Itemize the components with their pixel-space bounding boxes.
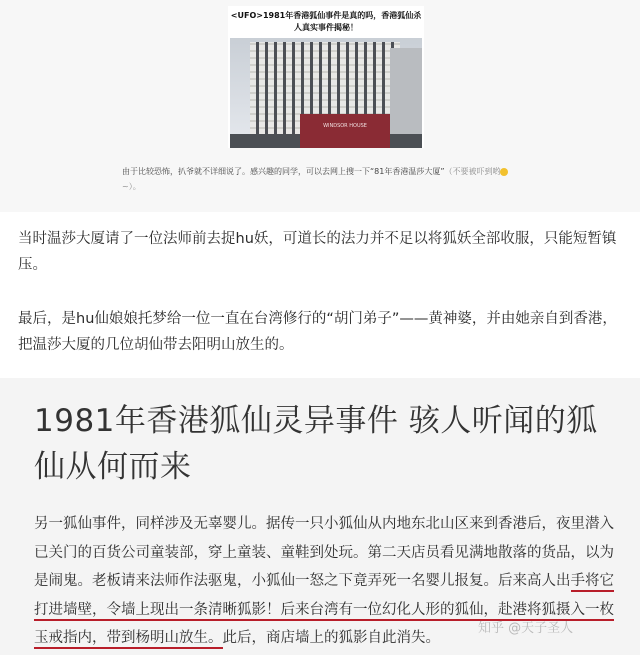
embedded-story-image — [0, 378, 640, 655]
underlined-sentence-1: 手将它打进墙壁，令墙上现出一条清晰狐影！ — [34, 573, 614, 621]
smile-emoji-icon — [500, 168, 508, 176]
underlined-sentence-2: 后来台湾有一位幻化人形的狐仙，赴港将狐摄入一枚玉戒指内，带到杨明山放生。 — [34, 602, 614, 650]
building-side — [390, 48, 422, 148]
story-text-part-1: 另一狐仙事件，同样涉及无辜婴儿。据传一只小狐仙从内地东北山区来到香港后，夜里潜入已关门的百货公司童装部，穿上童装、童鞋到处玩。第二天店员看见满地散落的货品，以为是闹鬼。老板请来法师作法驱鬼，小狐仙一怒之下竟弄死一名婴儿报复。后来高人出 — [34, 516, 614, 589]
image-caption — [122, 164, 522, 194]
caption-tail: ~）。 — [122, 182, 141, 191]
embedded-article-screenshot — [0, 0, 640, 212]
thumbnail-title: <UFO>1981年香港狐仙事件是真的吗，香港狐仙杀人真实事件揭秘！ — [230, 11, 422, 32]
story-text-part-2: 此后，商店墙上的狐影自此消失。 — [222, 630, 440, 646]
paragraph-release: 最后，是hu仙娘娘托梦给一位一直在台湾修行的“胡门弟子”——黄神婆，并由她亲自到香港，把温莎大厦的几位胡仙带去阳明山放生的。 — [18, 311, 617, 353]
caption-note: （不要被吓到哟 — [444, 167, 501, 176]
story-headline: 1981年香港狐仙灵异事件 骇人听闻的狐仙从何而来 — [34, 403, 598, 485]
news-thumbnail — [228, 6, 424, 148]
paragraph-exorcist: 当时温莎大厦请了一位法师前去捉hu妖，可道长的法力并不足以将狐妖全部收服，只能短暂镇压。 — [18, 231, 617, 273]
zhihu-watermark: 知乎 @天子圣人 — [478, 621, 574, 636]
building-sign: WINDSOR HOUSE — [323, 123, 367, 129]
windsor-house-photo — [230, 38, 422, 148]
caption-main: 由于比较恐怖，扒爷就不详细说了。感兴趣的同学，可以去网上搜一下“81年香港温莎大厦” — [122, 167, 445, 176]
building-podium — [300, 114, 390, 148]
